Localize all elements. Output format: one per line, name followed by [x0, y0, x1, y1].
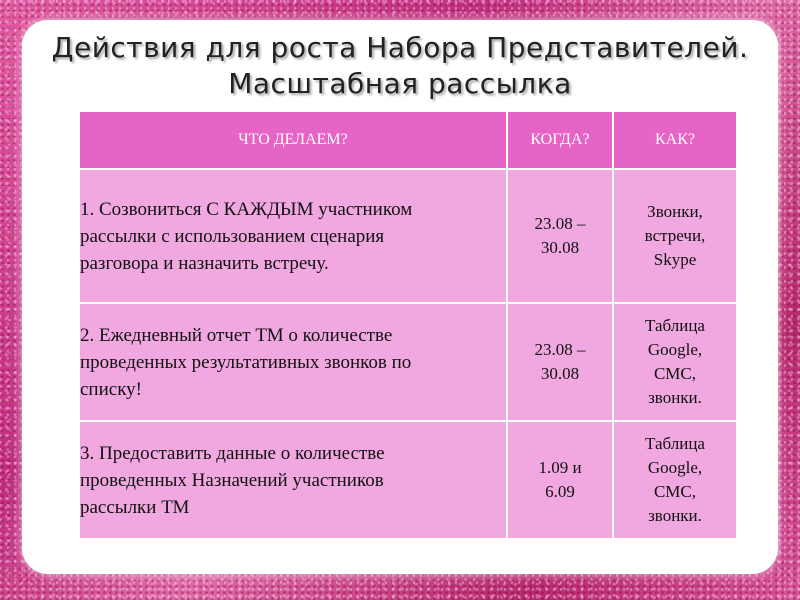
cell-text: 23.08 –	[534, 340, 586, 359]
cell-when	[507, 303, 613, 421]
title-line-2: Масштабная рассылка	[228, 67, 572, 100]
cell-text: СМС,	[653, 482, 697, 501]
cell-text: 2. Ежедневный отчет ТМ о количестве	[80, 324, 393, 346]
table-row	[79, 169, 737, 303]
cell-text: 30.08	[540, 364, 580, 383]
cell-text: 6.09	[545, 482, 575, 501]
cell-text: 23.08 –	[534, 214, 586, 233]
table-row	[79, 421, 737, 539]
cell-text: Таблица	[645, 316, 705, 335]
cell-text: проведенных результативных звонков по	[80, 351, 412, 373]
cell-text: Таблица	[645, 434, 705, 453]
cell-text: 1.09 и	[538, 458, 582, 477]
cell-text: разговора и назначить встречу.	[80, 252, 329, 274]
cell-text: 30.08	[540, 238, 580, 257]
cell-text: Skype	[653, 250, 697, 269]
cell-text: 3. Предоставить данные о количестве	[80, 442, 385, 464]
cell-text: звонки.	[648, 506, 702, 525]
cell-text: СМС,	[653, 364, 697, 383]
header-how: КАК?	[613, 111, 737, 169]
cell-text: Звонки,	[647, 202, 703, 221]
cell-text: рассылки ТМ	[80, 496, 190, 518]
cell-text: проведенных Назначений участников	[80, 469, 384, 491]
cell-how	[613, 169, 737, 303]
title-line-1: Действия для роста Набора Представителей.	[51, 31, 749, 64]
cell-text: рассылки с использованием сценария	[80, 225, 385, 247]
cell-text: Google,	[647, 340, 703, 359]
table-row	[79, 303, 737, 421]
cell-text: встречи,	[644, 226, 706, 245]
header-when: КОГДА?	[507, 111, 613, 169]
cell-text: списку!	[80, 378, 142, 400]
table-header-row	[79, 111, 737, 169]
cell-how	[613, 303, 737, 421]
cell-text: 1. Созвониться С КАЖДЫМ участником	[80, 198, 413, 220]
action-plan-table	[78, 110, 738, 540]
cell-what	[79, 169, 507, 303]
cell-when	[507, 169, 613, 303]
header-what: ЧТО ДЕЛАЕМ?	[79, 111, 507, 169]
cell-when	[507, 421, 613, 539]
slide-title	[0, 30, 800, 102]
cell-what	[79, 303, 507, 421]
cell-what	[79, 421, 507, 539]
cell-text: Google,	[647, 458, 703, 477]
cell-text: звонки.	[648, 388, 702, 407]
cell-how	[613, 421, 737, 539]
